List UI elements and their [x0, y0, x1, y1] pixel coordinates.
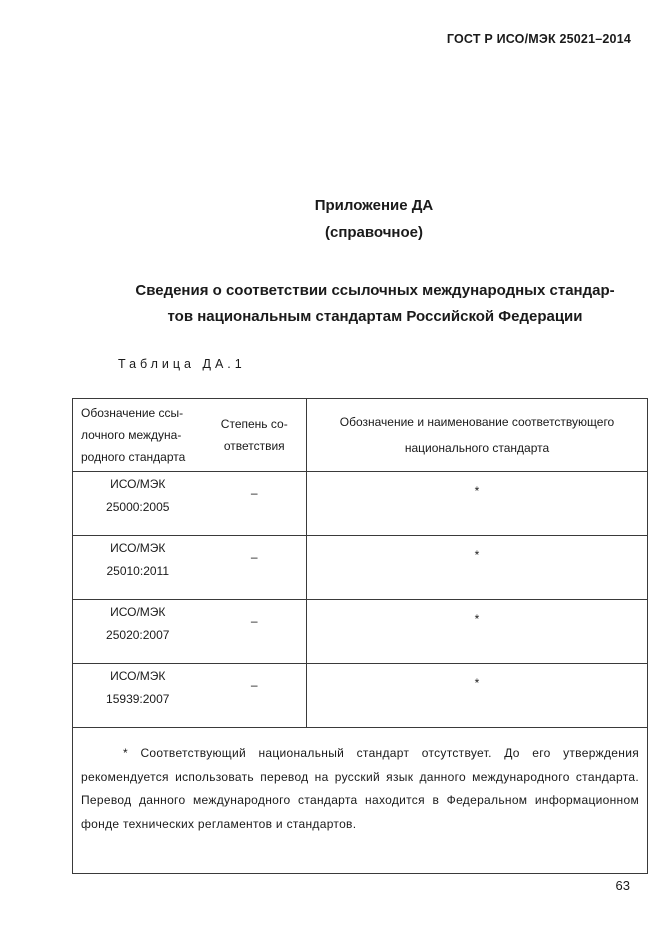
section-heading-line-2: тов национальным стандартам Российской Федерации — [167, 308, 583, 325]
national-standard-cell: * — [307, 472, 648, 536]
section-heading-line-1: Сведения о соответствии ссылочных международных стандар- — [135, 282, 615, 299]
international-standard-cell — [73, 536, 203, 600]
national-standard-cell: * — [307, 664, 648, 728]
table-row — [73, 472, 648, 536]
standard-code-line: ИСО/МЭК — [110, 477, 166, 491]
international-standard-cell — [73, 600, 203, 664]
appendix-subtitle: (справочное) — [325, 224, 423, 241]
correspondence-table — [72, 398, 648, 874]
standard-code-line: 25010:2011 — [106, 564, 169, 578]
table-header-row — [73, 399, 648, 472]
header-degree-of-correspondence — [203, 399, 307, 472]
degree-cell: – — [203, 600, 307, 664]
national-standard-cell: * — [307, 536, 648, 600]
header-col2-line: Степень со- — [220, 417, 288, 431]
standard-code-line: ИСО/МЭК — [110, 541, 166, 555]
degree-cell: – — [203, 664, 307, 728]
table-label: Таблица ДА.1 — [118, 357, 246, 371]
degree-cell: – — [203, 536, 307, 600]
international-standard-cell — [73, 664, 203, 728]
table-note-row — [73, 728, 648, 874]
table-row — [73, 664, 648, 728]
header-col3-line: национального стандарта — [404, 441, 550, 455]
header-col3-line: Обозначение и наименование соответствующего — [339, 415, 615, 429]
table-row — [73, 600, 648, 664]
appendix-title: Приложение ДА — [314, 197, 434, 214]
international-standard-cell — [73, 472, 203, 536]
table-row — [73, 536, 648, 600]
document-code: ГОСТ Р ИСО/МЭК 25021–2014 — [446, 32, 631, 46]
header-national-standard — [307, 399, 648, 472]
page-number: 63 — [615, 878, 630, 893]
header-col1-line: лочного междуна- — [81, 428, 182, 442]
standard-code-line: ИСО/МЭК — [110, 605, 166, 619]
degree-cell: – — [203, 472, 307, 536]
table-footnote — [73, 728, 648, 874]
standard-code-line: 25020:2007 — [106, 628, 170, 642]
standard-code-line: 25000:2005 — [106, 500, 170, 514]
national-standard-cell: * — [307, 600, 648, 664]
standard-code-line: 15939:2007 — [106, 692, 170, 706]
header-col1-line: Обозначение ссы- — [81, 406, 184, 420]
header-col2-line: ответствия — [223, 439, 285, 453]
header-col1-line: родного стандарта — [81, 450, 186, 464]
header-international-standard — [73, 399, 203, 472]
standard-code-line: ИСО/МЭК — [110, 669, 166, 683]
footnote-text: * Соответствующий национальный стандарт отсутствует. До его утверждения рекомендуется использовать перевод на русский язык данного международного стандарта. Перевод данного международного стандарта находится в Федеральном информационном фонде технических регламентов и стандартов. — [81, 746, 639, 831]
